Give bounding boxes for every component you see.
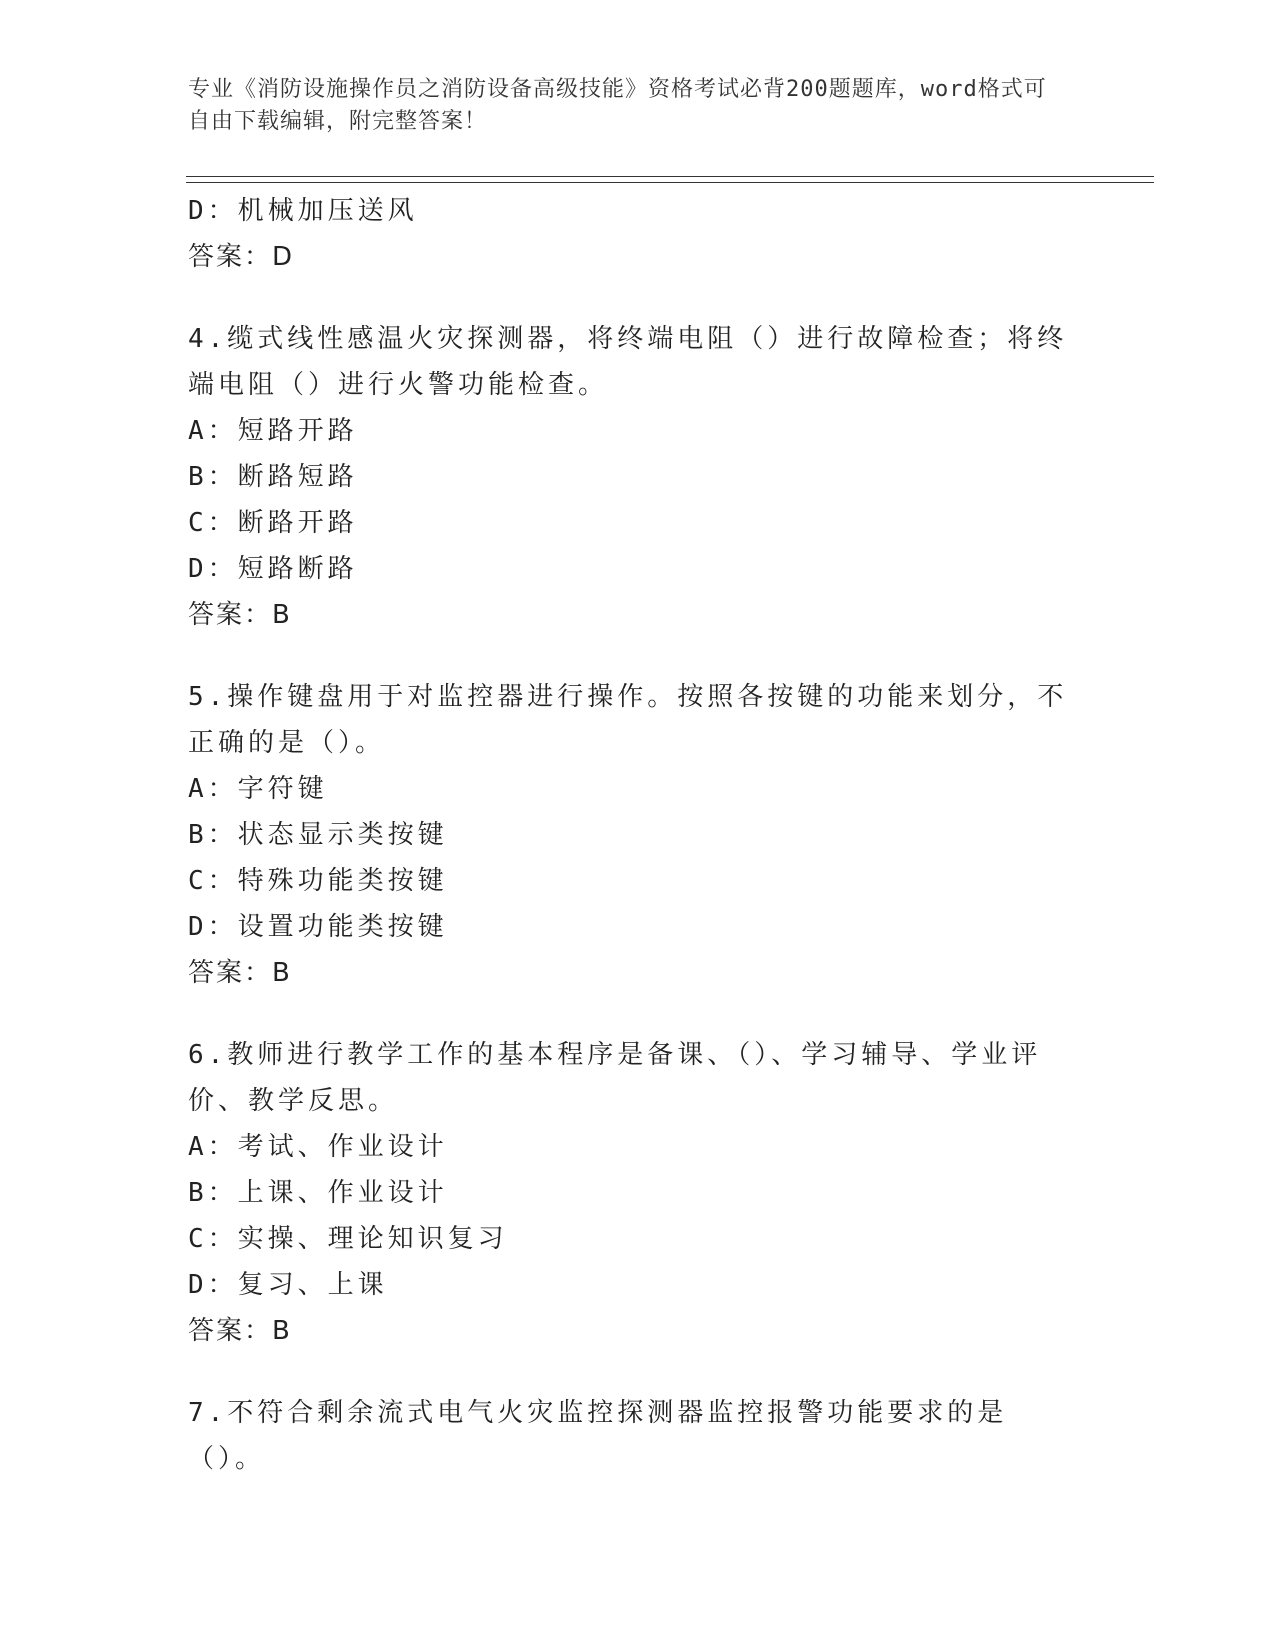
option-c: C：特殊功能类按键 xyxy=(188,866,448,896)
question-text: 6.教师进行教学工作的基本程序是备课、（）、学习辅导、学业评价、教学反思。 xyxy=(188,1040,1042,1116)
question-6 xyxy=(188,1032,1068,1354)
document-body xyxy=(188,188,1068,1482)
option-b: B：状态显示类按键 xyxy=(188,820,448,850)
document-header xyxy=(188,74,1068,138)
answer-label: 答案：B xyxy=(188,1316,292,1346)
option-a: A：考试、作业设计 xyxy=(188,1132,448,1162)
option-a: A：短路开路 xyxy=(188,416,358,446)
option-c: C：实操、理论知识复习 xyxy=(188,1224,508,1254)
option-d: D：设置功能类按键 xyxy=(188,912,448,942)
option-d: D：机械加压送风 xyxy=(188,196,418,226)
option-b: B：断路短路 xyxy=(188,462,358,492)
question-text: 4.缆式线性感温火灾探测器，将终端电阻（）进行故障检查；将终端电阻（）进行火警功能检查。 xyxy=(188,324,1068,400)
question-text: 7.不符合剩余流式电气火灾监控探测器监控报警功能要求的是（）。 xyxy=(188,1398,1008,1474)
answer-label: 答案：B xyxy=(188,958,292,988)
question-text: 5.操作键盘用于对监控器进行操作。按照各按键的功能来划分，不正确的是（）。 xyxy=(188,682,1068,758)
question-7 xyxy=(188,1390,1068,1482)
header-double-rule xyxy=(186,176,1154,183)
option-d: D：复习、上课 xyxy=(188,1270,388,1300)
option-c: C：断路开路 xyxy=(188,508,358,538)
answer-label: 答案：D xyxy=(188,242,295,272)
option-a: A：字符键 xyxy=(188,774,328,804)
option-b: B：上课、作业设计 xyxy=(188,1178,448,1208)
option-d: D：短路断路 xyxy=(188,554,358,584)
answer-label: 答案：B xyxy=(188,600,292,630)
question-5 xyxy=(188,674,1068,996)
question-4 xyxy=(188,316,1068,638)
header-title: 专业《消防设施操作员之消防设备高级技能》资格考试必背200题题库，word格式可自由下载编辑，附完整答案！ xyxy=(188,77,1047,134)
